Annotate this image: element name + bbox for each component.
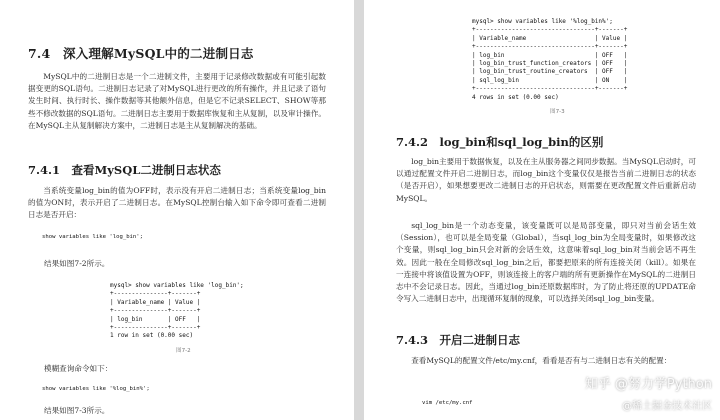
right-page <box>364 0 720 420</box>
command-vim-my-cnf: vim /etc/my.cnf <box>422 400 473 406</box>
subsection-heading-742: 7.4.2 log_bin和sql_log_bin的区别 <box>396 135 604 149</box>
result-text-2: 结果如图7-3所示。 <box>44 406 110 415</box>
figure-7-2-output: mysql> show variables like 'log_bin'; +---------------+-------+ | Variable_name | Value | +---------------+-------+ | log_bin | OFF | +---------------+-------+ 1 row in set (0.00 sec) <box>110 282 244 340</box>
command-show-log-bin: show variables like 'log_bin'; <box>42 234 144 240</box>
intro-paragraph: MySQL中的二进制日志是一个二进制文件，主要用于记录修改数据或有可能引起数据变更的SQL语句。二进制日志记录了对MySQL进行更改的所有操作，并且记录了语句发生时间、执行时长、操作数据等其他额外信息，但是它不记录SELECT、SHOW等那些不修改数据的SQL语句。二进制日志主要用于数据库恢复和主从复制，以及审计操作。在MySQL主从复制解决方案中，二进制日志是主从复制解决的基础。 <box>28 72 326 130</box>
sql-log-bin-paragraph: sql_log_bin是一个动态变量，该变量既可以是局部变量，即只对当前会话生效（Session），也可以是全局变量（Global），当sql_log_bin为全局变量时，如果修改这个变量，则sql_log_bin只会对新的会话生效，这意味着sql_log_bin对当前会话不再生效。因此一般在全局修改sql_log_bin之后，都要把原来的所有连接关闭（kill）。如果在一连接中将该值设置为OFF，则该连接上的客户端的所有更新操作在MySQL的二进制日志中不会记录日志。因此，当通过log_bin还原数据库时，为了防止将还原的UPDATE命令写入二进制日志中，出现循环复制的现象，可以选择关闭sql_log_bin变量。 <box>396 221 696 304</box>
command-show-log-bin-fuzzy: show variables like '%log_bin%'; <box>42 386 150 392</box>
figure-7-3-output: mysql> show variables like '%log_bin%'; +---------------------------------+-------+ | Variable_name | Value | +---------------------------------+-------+ | log_bin | OFF | | log_bin_trust_function_creators | OFF | | log_bin_trust_routine_creators | OFF | | sql_log_bin | ON | +---------------------------------+-------+ 4 rows in set (0.00 sec) <box>472 18 628 101</box>
subsection-paragraph: 当系统变量log_bin的值为OFF时，表示没有开启二进制日志；当系统变量log_bin的值为ON时，表示开启了二进制日志。在MySQL控制台输入如下命令即可查看二进制日志是否开启： <box>28 186 326 220</box>
figure-7-3-caption: 图7-3 <box>550 109 565 115</box>
zhihu-watermark: 知乎 @努力学Python <box>584 377 712 392</box>
juejin-watermark: @稀土掘金技术社区 <box>622 401 712 412</box>
result-text-1: 结果如图7-2所示。 <box>44 259 110 268</box>
subsection-heading-741: 7.4.1 查看MySQL二进制日志状态 <box>28 163 221 177</box>
log-bin-paragraph: log_bin主要用于数据恢复，以及在主从服务器之间同步数据。当MySQL启动时，可以通过配置文件开启二进制日志，而log_bin这个变量仅仅是报告当前二进制日志的状态（是否开启），如果想要更改二进制日志的开启状态，则需要在更改配置文件后重新启动MySQL。 <box>396 157 696 203</box>
figure-7-2-caption: 图7-2 <box>176 348 191 354</box>
fuzzy-query-text: 模糊查询命令如下： <box>44 364 113 373</box>
page-gutter <box>354 0 364 420</box>
left-page <box>0 0 354 420</box>
config-paragraph: 查看MySQL的配置文件/etc/my.cnf，看看是否有与二进制日志有关的配置： <box>411 356 672 365</box>
subsection-heading-743: 7.4.3 开启二进制日志 <box>396 333 521 347</box>
section-heading: 7.4 深入理解MySQL中的二进制日志 <box>28 46 254 61</box>
